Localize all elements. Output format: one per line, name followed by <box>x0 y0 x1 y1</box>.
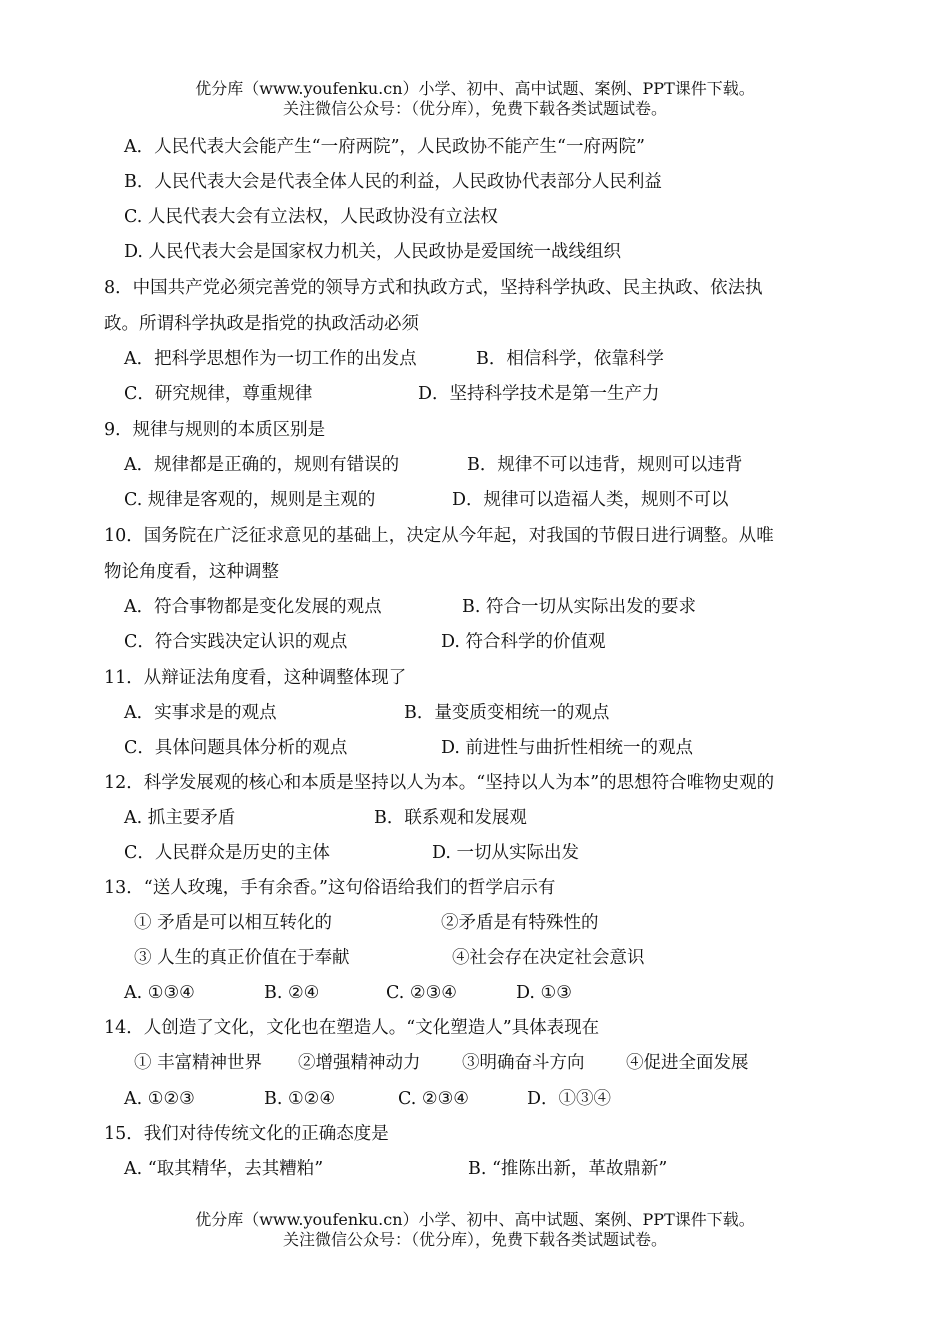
q11-option-a: A．实事求是的观点 <box>124 703 277 723</box>
q10-option-a: A．符合事物都是变化发展的观点 <box>124 597 382 617</box>
q9-option-d: D．规律可以造福人类，规则不可以 <box>452 490 729 510</box>
q13-option-d: D. ①③ <box>516 983 572 1003</box>
q14-option-b: B. ①②④ <box>264 1089 336 1109</box>
q14-statement-2: ②增强精神动力 <box>298 1053 421 1073</box>
q7-option-c: C. 人民代表大会有立法权，人民政协没有立法权 <box>124 207 498 227</box>
q8-option-b: B．相信科学，依靠科学 <box>476 349 664 369</box>
q12-stem: 12．科学发展观的核心和本质是坚持以人为本。“坚持以人为本”的思想符合唯物史观的 <box>104 773 775 793</box>
q14-stem: 14．人创造了文化，文化也在塑造人。“文化塑造人”具体表现在 <box>104 1018 600 1038</box>
q9-option-b: B．规律不可以违背，规则可以违背 <box>467 455 743 475</box>
q8-stem-line-1: 8．中国共产党必须完善党的领导方式和执政方式，坚持科学执政、民主执政、依法执 <box>104 278 763 298</box>
q12-option-d: D. 一切从实际出发 <box>432 843 580 863</box>
q9-option-a: A．规律都是正确的，规则有错误的 <box>124 455 400 475</box>
q8-stem-line-2: 政。所谓科学执政是指党的执政活动必须 <box>104 314 419 334</box>
q15-option-a: A. “取其精华，去其糟粕” <box>124 1159 324 1179</box>
q13-statement-3: ③ 人生的真正价值在于奉献 <box>134 948 350 968</box>
q10-option-d: D. 符合科学的价值观 <box>441 632 606 652</box>
q8-option-c: C．研究规律，尊重规律 <box>124 384 313 404</box>
q9-option-c: C. 规律是客观的，规则是主观的 <box>124 490 376 510</box>
q11-option-b: B．量变质变相统一的观点 <box>404 703 610 723</box>
q12-option-a: A. 抓主要矛盾 <box>124 808 236 828</box>
q12-option-c: C．人民群众是历史的主体 <box>124 843 330 863</box>
q11-stem: 11．从辩证法角度看，这种调整体现了 <box>104 668 407 688</box>
q14-option-d: D．①③④ <box>527 1089 612 1109</box>
q13-option-a: A. ①③④ <box>124 983 195 1003</box>
q13-statement-4: ④社会存在决定社会意识 <box>452 948 645 968</box>
q7-option-a: A．人民代表大会能产生“一府两院”，人民政协不能产生“一府两院” <box>124 137 645 157</box>
page-header-line-2: 关注微信公众号：（优分库），免费下载各类试题试卷。 <box>282 99 667 118</box>
q15-stem: 15．我们对待传统文化的正确态度是 <box>104 1124 389 1144</box>
q10-stem-line-1: 10．国务院在广泛征求意见的基础上，决定从今年起，对我国的节假日进行调整。从唯 <box>104 526 774 546</box>
q13-statement-2: ②矛盾是有特殊性的 <box>441 913 599 933</box>
q14-option-c: C. ②③④ <box>398 1089 469 1109</box>
q9-stem: 9．规律与规则的本质区别是 <box>104 420 326 440</box>
q10-stem-line-2: 物论角度看，这种调整 <box>104 562 279 582</box>
q13-option-c: C. ②③④ <box>386 983 457 1003</box>
q13-statement-1: ① 矛盾是可以相互转化的 <box>134 913 333 933</box>
q12-option-b: B．联系观和发展观 <box>374 808 527 828</box>
q8-option-a: A．把科学思想作为一切工作的出发点 <box>124 349 417 369</box>
q15-option-b: B. “推陈出新，革故鼎新” <box>468 1159 668 1179</box>
q14-option-a: A. ①②③ <box>124 1089 195 1109</box>
page-footer-line-2: 关注微信公众号：（优分库），免费下载各类试题试卷。 <box>282 1230 667 1249</box>
q10-option-b: B. 符合一切从实际出发的要求 <box>462 597 696 617</box>
q7-option-d: D. 人民代表大会是国家权力机关，人民政协是爱国统一战线组织 <box>124 242 622 262</box>
q14-statement-4: ④促进全面发展 <box>626 1053 749 1073</box>
q7-option-b: B．人民代表大会是代表全体人民的利益，人民政协代表部分人民利益 <box>124 172 662 192</box>
q11-option-d: D. 前进性与曲折性相统一的观点 <box>441 738 694 758</box>
q14-statement-3: ③明确奋斗方向 <box>462 1053 585 1073</box>
q11-option-c: C．具体问题具体分析的观点 <box>124 738 348 758</box>
q13-stem: 13．“送人玫瑰，手有余香。”这句俗语给我们的哲学启示有 <box>104 878 556 898</box>
page-footer-line-1: 优分库（www.youfenku.cn）小学、初中、高中试题、案例、PPT课件下载。 <box>195 1210 755 1229</box>
page-header-line-1: 优分库（www.youfenku.cn）小学、初中、高中试题、案例、PPT课件下载。 <box>195 79 755 98</box>
q10-option-c: C．符合实践决定认识的观点 <box>124 632 348 652</box>
q14-statement-1: ① 丰富精神世界 <box>134 1053 263 1073</box>
q8-option-d: D．坚持科学技术是第一生产力 <box>418 384 660 404</box>
q13-option-b: B. ②④ <box>264 983 320 1003</box>
